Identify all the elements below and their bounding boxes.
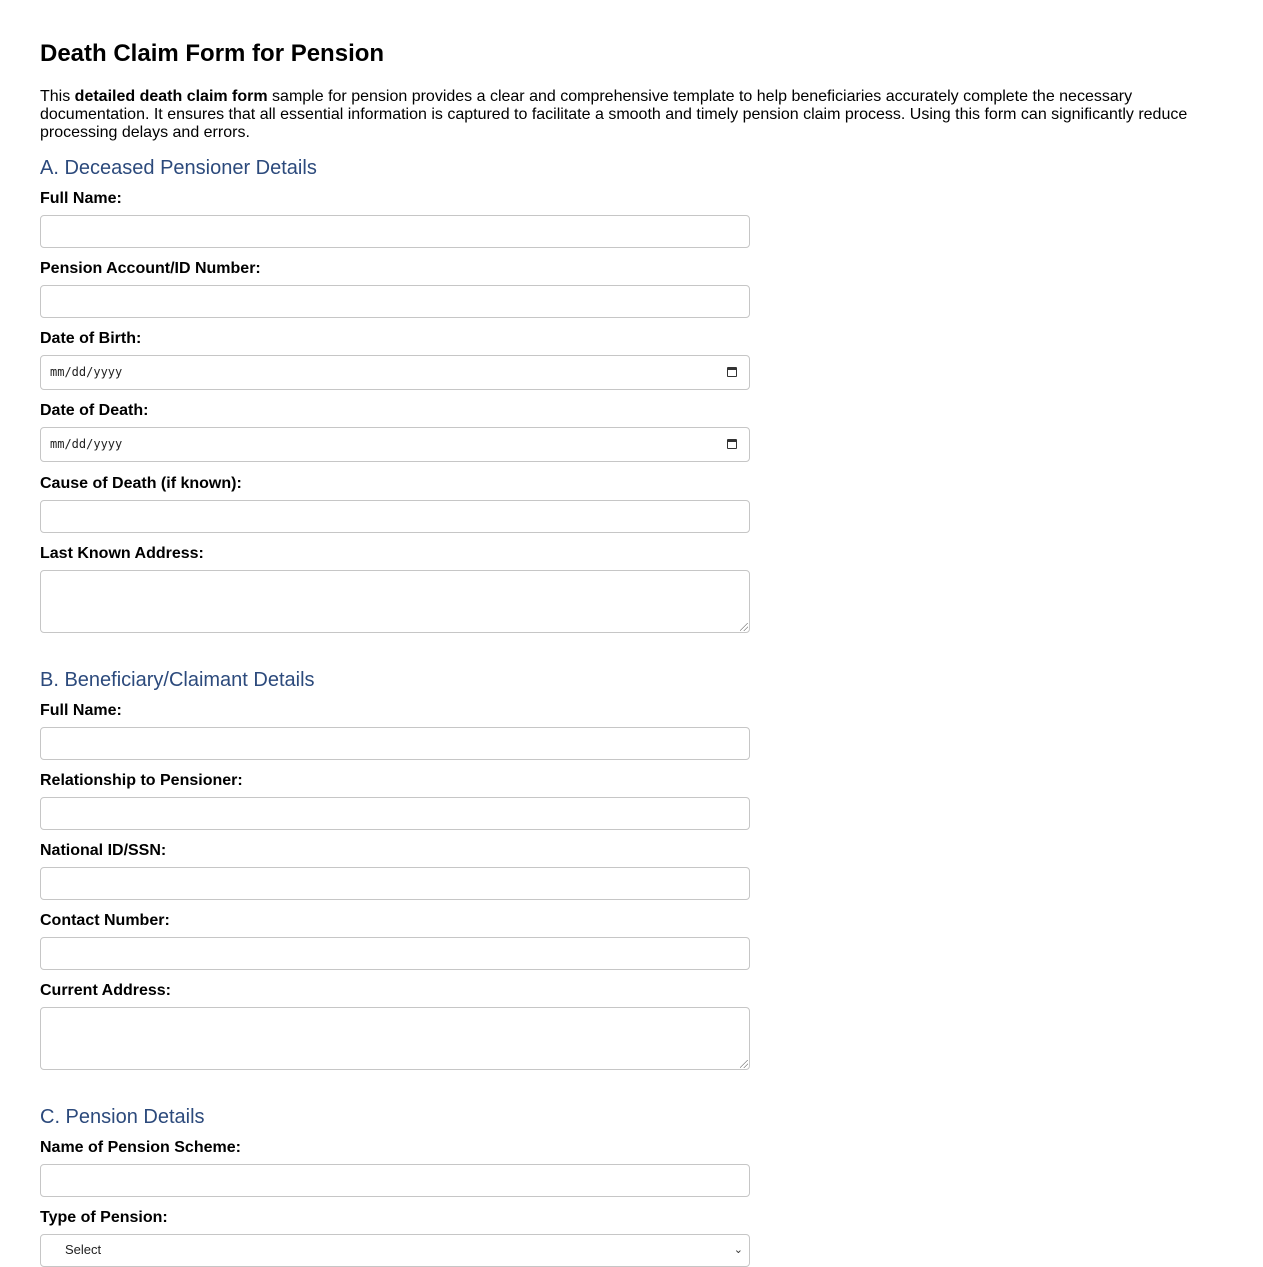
intro-prefix: This: [40, 88, 75, 105]
calendar-icon[interactable]: [727, 367, 737, 377]
pension-type-label: Type of Pension:: [40, 1209, 168, 1226]
national-id-input[interactable]: [40, 867, 750, 900]
dod-placeholder: mm/dd/yyyy: [50, 437, 123, 451]
section-c-title: C. Pension Details: [40, 1106, 205, 1128]
chevron-down-icon: ⌄: [733, 1244, 743, 1256]
intro-suffix: sample for pension provides a clear and comprehensive template to help beneficiaries accurately complete the necessary documentation. It ensures that all essential information is captured to facilitate a smooth and timely pension claim process. Using this form can significantly reduce processing delays and errors.: [40, 88, 1188, 141]
dob-input[interactable]: [40, 355, 750, 390]
deceased-full-name-input[interactable]: [40, 215, 750, 248]
last-address-label: Last Known Address:: [40, 545, 204, 562]
current-address-label: Current Address:: [40, 982, 171, 999]
cause-of-death-label: Cause of Death (if known):: [40, 475, 242, 492]
contact-number-label: Contact Number:: [40, 912, 170, 929]
pension-type-select[interactable]: [40, 1234, 750, 1267]
pension-type-selected: Select: [65, 1242, 102, 1257]
section-b-title: B. Beneficiary/Claimant Details: [40, 669, 315, 691]
section-a-title: A. Deceased Pensioner Details: [40, 157, 317, 179]
beneficiary-full-name-input[interactable]: [40, 727, 750, 760]
dob-label: Date of Birth:: [40, 330, 142, 347]
calendar-icon[interactable]: [727, 439, 737, 449]
current-address-textarea[interactable]: [40, 1007, 750, 1070]
contact-number-input[interactable]: [40, 937, 750, 970]
pension-scheme-label: Name of Pension Scheme:: [40, 1139, 241, 1156]
dod-input[interactable]: [40, 427, 750, 462]
intro-bold: detailed death claim form: [74, 88, 268, 105]
pension-scheme-input[interactable]: [40, 1164, 750, 1197]
relationship-input[interactable]: [40, 797, 750, 830]
pension-id-input[interactable]: [40, 285, 750, 318]
last-address-textarea[interactable]: [40, 570, 750, 633]
beneficiary-full-name-label: Full Name:: [40, 702, 122, 719]
national-id-label: National ID/SSN:: [40, 842, 167, 859]
cause-of-death-input[interactable]: [40, 500, 750, 533]
pension-id-label: Pension Account/ID Number:: [40, 260, 261, 277]
dob-placeholder: mm/dd/yyyy: [50, 365, 123, 379]
relationship-label: Relationship to Pensioner:: [40, 772, 243, 789]
dod-label: Date of Death:: [40, 402, 149, 419]
resize-handle-icon[interactable]: [740, 623, 748, 631]
page-title: Death Claim Form for Pension: [40, 40, 385, 67]
deceased-full-name-label: Full Name:: [40, 190, 122, 207]
intro-paragraph: [40, 88, 1210, 142]
resize-handle-icon[interactable]: [740, 1060, 748, 1068]
